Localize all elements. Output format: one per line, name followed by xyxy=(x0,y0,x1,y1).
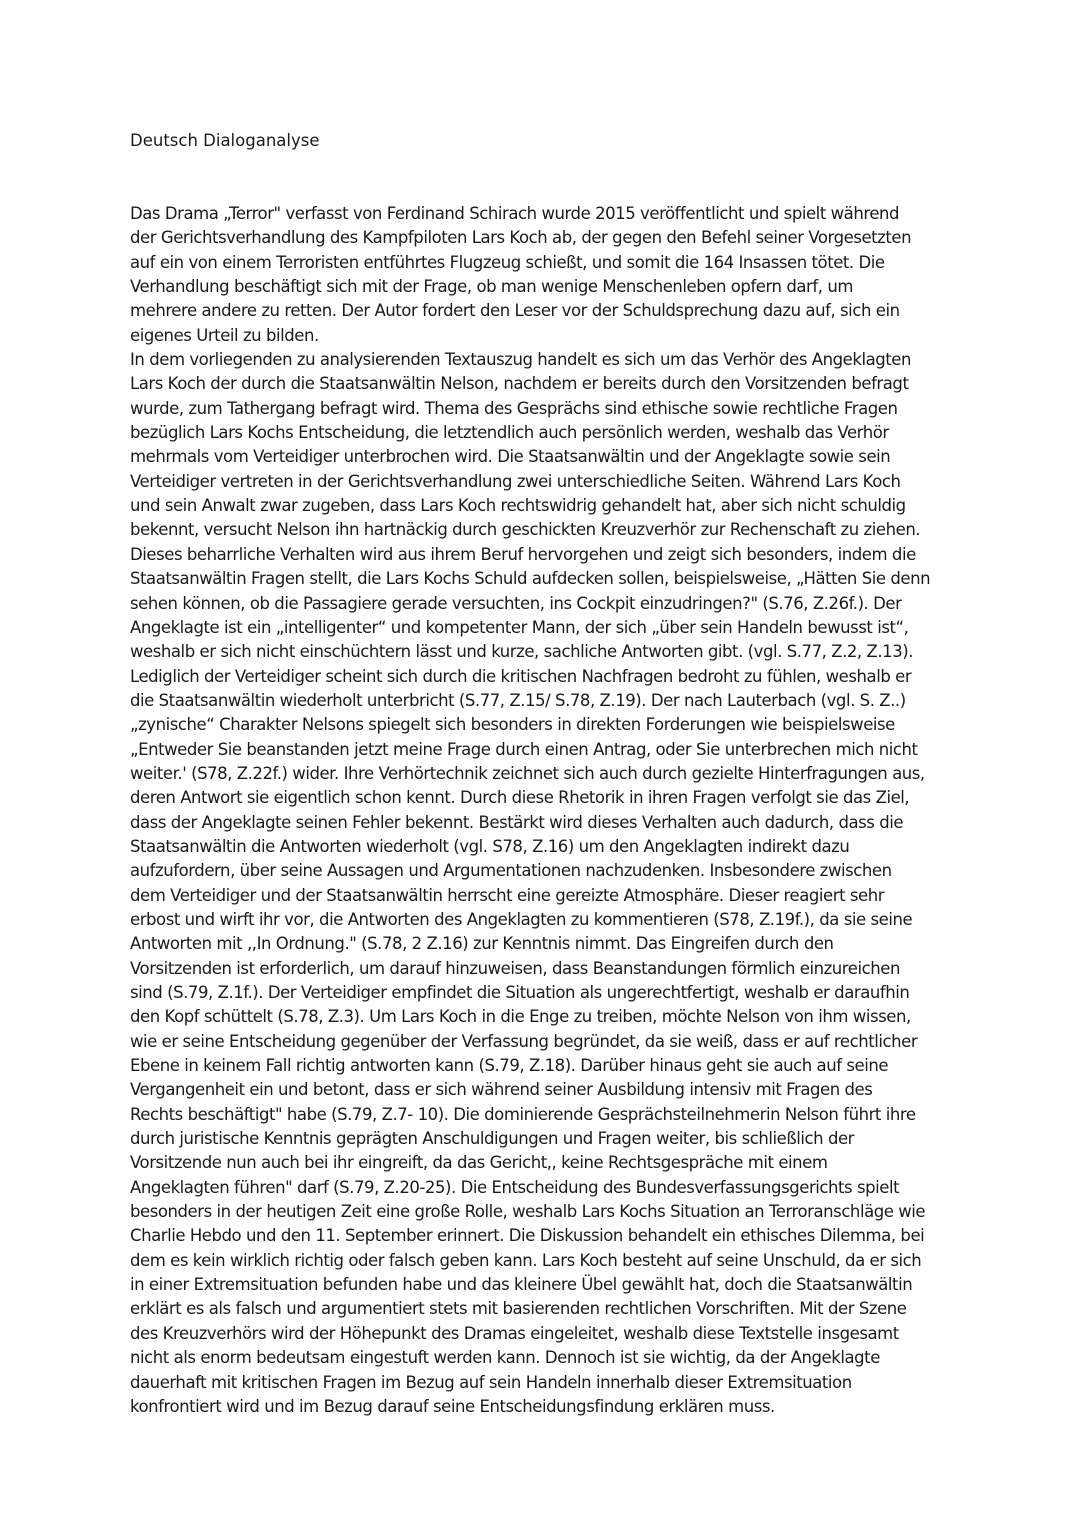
text-line: Staatsanwältin Fragen stellt, die Lars Kochs Schuld aufdecken sollen, beispielsweise, „Hätten Sie denn xyxy=(130,569,931,589)
text-line: wie er seine Entscheidung gegenüber der Verfassung begründet, da sie weiß, dass er auf rechtlicher xyxy=(130,1031,918,1051)
text-line: aufzufordern, über seine Aussagen und Argumentationen nachzudenken. Insbesondere zwischen xyxy=(130,861,892,881)
text-line: Vorsitzende nun auch bei ihr eingreift, da das Gericht,, keine Rechtsgespräche mit einem xyxy=(130,1153,828,1173)
text-line: mehrmals vom Verteidiger unterbrochen wird. Die Staatsanwältin und der Angeklagte sowie sein xyxy=(130,447,891,467)
text-line: nicht als enorm bedeutsam eingestuft werden kann. Dennoch ist sie wichtig, da der Angeklagte xyxy=(130,1348,880,1368)
text-line: durch juristische Kenntnis geprägten Anschuldigungen und Fragen weiter, bis schließlich der xyxy=(130,1129,855,1149)
text-line: Lars Koch der durch die Staatsanwältin Nelson, nachdem er bereits durch den Vorsitzenden befragt xyxy=(130,374,909,394)
document-body xyxy=(130,202,960,1419)
text-line: Ebene in keinem Fall richtig antworten kann (S.79, Z.18). Darüber hinaus geht sie auch auf seine xyxy=(130,1056,889,1076)
text-line: erbost und wirft ihr vor, die Antworten des Angeklagten zu kommentieren (S78, Z.19f.), da sie seine xyxy=(130,909,913,929)
text-line: sehen können, ob die Passagiere gerade versuchten, ins Cockpit einzudringen?" (S.76, Z.26f.). Der xyxy=(130,593,902,613)
text-line: auf ein von einem Terroristen entführtes Flugzeug schießt, und somit die 164 Insassen tötet. Die xyxy=(130,252,885,272)
text-line: konfrontiert wird und im Bezug darauf seine Entscheidungsfindung erklären muss. xyxy=(130,1396,775,1416)
text-line: dem Verteidiger und der Staatsanwältin herrscht eine gereizte Atmosphäre. Dieser reagiert sehr xyxy=(130,885,885,905)
text-line: bezüglich Lars Kochs Entscheidung, die letztendlich auch persönlich werden, weshalb das Verhör xyxy=(130,423,889,443)
text-line: wurde, zum Tathergang befragt wird. Thema des Gesprächs sind ethische sowie rechtliche Fragen xyxy=(130,398,898,418)
text-line: deren Antwort sie eigentlich schon kennt. Durch diese Rhetorik in ihren Fragen verfolgt sie das Ziel, xyxy=(130,788,910,808)
text-line: Charlie Hebdo und den 11. September erinnert. Die Diskussion behandelt ein ethisches Dilemma, bei xyxy=(130,1226,925,1246)
text-line: Dieses beharrliche Verhalten wird aus ihrem Beruf hervorgehen und zeigt sich besonders, indem die xyxy=(130,544,916,564)
text-line: die Staatsanwältin wiederholt unterbricht (S.77, Z.15/ S.78, Z.19). Der nach Lauterbach (vgl. S. Z..) xyxy=(130,690,906,710)
text-line: erklärt es als falsch und argumentiert stets mit basierenden rechtlichen Vorschriften. Mit der Szene xyxy=(130,1299,907,1319)
text-line: der Gerichtsverhandlung des Kampfpiloten Lars Koch ab, der gegen den Befehl seiner Vorgesetzten xyxy=(130,228,912,248)
text-line: Antworten mit ,,In Ordnung." (S.78, 2 Z.16) zur Kenntnis nimmt. Das Eingreifen durch den xyxy=(130,934,834,954)
text-line: Verteidiger vertreten in der Gerichtsverhandlung zwei unterschiedliche Seiten. Während Lars Koch xyxy=(130,471,901,491)
text-line: In dem vorliegenden zu analysierenden Textauszug handelt es sich um das Verhör des Angeklagten xyxy=(130,350,912,370)
text-line: „Entweder Sie beanstanden jetzt meine Frage durch einen Antrag, oder Sie unterbrechen mich nicht xyxy=(130,739,918,759)
text-line: und sein Anwalt zwar zugeben, dass Lars Koch rechtswidrig gehandelt hat, aber sich nicht schuldig xyxy=(130,496,906,516)
text-line: bekennt, versucht Nelson ihn hartnäckig durch geschickten Kreuzverhör zur Rechenschaft zu ziehen. xyxy=(130,520,921,540)
text-line: besonders in der heutigen Zeit eine große Rolle, weshalb Lars Kochs Situation an Terroranschläge wie xyxy=(130,1202,926,1222)
text-line: Angeklagten führen" darf (S.79, Z.20-25). Die Entscheidung des Bundesverfassungsgerichts spielt xyxy=(130,1177,900,1197)
text-line: dem es kein wirklich richtig oder falsch geben kann. Lars Koch besteht auf seine Unschuld, da er sich xyxy=(130,1250,922,1270)
text-line: Staatsanwältin die Antworten wiederholt (vgl. S78, Z.16) um den Angeklagten indirekt dazu xyxy=(130,836,850,856)
text-line: eigenes Urteil zu bilden. xyxy=(130,325,319,345)
text-line: Rechts beschäftigt" habe (S.79, Z.7- 10). Die dominierende Gesprächsteilnehmerin Nelson führt ihre xyxy=(130,1104,916,1124)
text-line: Verhandlung beschäftigt sich mit der Frage, ob man wenige Menschenleben opfern darf, um xyxy=(130,277,853,297)
text-line: Vergangenheit ein und betont, dass er sich während seiner Ausbildung intensiv mit Fragen des xyxy=(130,1080,873,1100)
text-line: weshalb er sich nicht einschüchtern lässt und kurze, sachliche Antworten gibt. (vgl. S.77, Z.2, Z.13). xyxy=(130,642,914,662)
text-line: dass der Angeklagte seinen Fehler bekennt. Bestärkt wird dieses Verhalten auch dadurch, dass die xyxy=(130,812,904,832)
text-line: Vorsitzenden ist erforderlich, um darauf hinzuweisen, dass Beanstandungen förmlich einzureichen xyxy=(130,958,900,978)
text-line: in einer Extremsituation befunden habe und das kleinere Übel gewählt hat, doch die Staatsanwältin xyxy=(130,1275,913,1295)
text-line: Das Drama „Terror" verfasst von Ferdinand Schirach wurde 2015 veröffentlicht und spielt während xyxy=(130,204,900,223)
text-line: dauerhaft mit kritischen Fragen im Bezug auf sein Handeln innerhalb dieser Extremsituation xyxy=(130,1372,852,1392)
text-line: „zynische“ Charakter Nelsons spiegelt sich besonders in direkten Forderungen wie beispielsweise xyxy=(130,715,895,735)
text-line: sind (S.79, Z.1f.). Der Verteidiger empfindet die Situation als ungerechtfertigt, weshalb er daraufhin xyxy=(130,983,910,1002)
text-line: den Kopf schüttelt (S.78, Z.3). Um Lars Koch in die Enge zu treiben, möchte Nelson von ihm wissen, xyxy=(130,1007,911,1027)
text-line: weiter.' (S78, Z.22f.) wider. Ihre Verhörtechnik zeichnet sich auch durch gezielte Hinterfragungen aus, xyxy=(130,763,925,783)
document-title: Deutsch Dialoganalyse xyxy=(130,131,320,150)
text-line: Lediglich der Verteidiger scheint sich durch die kritischen Nachfragen bedroht zu fühlen, weshalb er xyxy=(130,666,912,686)
text-line: des Kreuzverhörs wird der Höhepunkt des Dramas eingeleitet, weshalb diese Textstelle insgesamt xyxy=(130,1323,899,1343)
text-line: Angeklagte ist ein „intelligenter“ und kompetenter Mann, der sich „über sein Handeln bewusst ist“, xyxy=(130,617,909,637)
text-line: mehrere andere zu retten. Der Autor fordert den Leser vor der Schuldsprechung dazu auf, sich ein xyxy=(130,301,900,321)
